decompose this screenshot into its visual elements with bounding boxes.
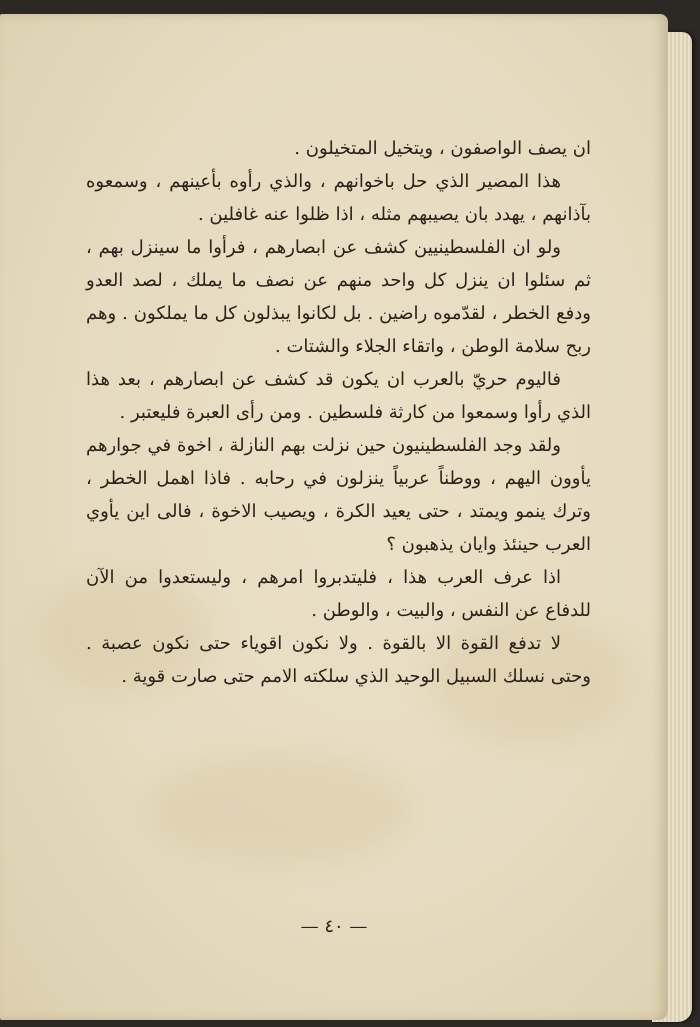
page-number: — ٤٠ — — [300, 916, 368, 937]
paragraph-4: فاليوم حريّ بالعرب ان يكون قد كشف عن ابصارهم ، بعد هذا الذي رأوا وسمعوا من كارثة فلسطين . ومن رأى العبرة فليعتبر . — [86, 369, 591, 423]
paragraph-2: هذا المصير الذي حل باخوانهم ، والذي رأوه بأعينهم ، وسمعوه بآذانهم ، يهدد بان يصيبهم مثله ، اذا ظلوا عنه غافلين . — [86, 171, 591, 225]
page-sheet — [0, 14, 668, 1020]
paragraph-1: ان يصف الواصفون ، ويتخيل المتخيلون . — [294, 138, 591, 159]
paragraph-7: لا تدفع القوة الا بالقوة . ولا نكون اقوياء حتى نكون عصبة . وحتى نسلك السبيل الوحيد الذي سلكته الامم حتى صارت قوية . — [86, 633, 591, 687]
body-text — [86, 132, 591, 693]
paper-stain — [150, 754, 410, 864]
paragraph-3: ولو ان الفلسطينيين كشف عن ابصارهم ، فرأوا ما سينزل بهم ، ثم سئلوا ان ينزل كل واحد منهم عن نصف ما يملك ، لصد العدو ودفع الخطر ، لقدّموه راضين . بل لكانوا يبذلون كل ما يملكون . وهم ربح سلامة الوطن ، واتقاء الجلاء والشتات . — [86, 237, 591, 357]
paragraph-6: اذا عرف العرب هذا ، فليتدبروا امرهم ، وليستعدوا من الآن للدفاع عن النفس ، والبيت ، والوطن . — [86, 567, 591, 621]
paragraph-5: ولقد وجد الفلسطينيون حين نزلت بهم النازلة ، اخوة في جوارهم يأوون اليهم ، ووطناً عربياً ينزلون في رحابه . فاذا اهمل الخطر ، وترك ينمو ويمتد ، حتى يعيد الكرة ، ويصيب الاخوة ، فالى اين يأوي العرب حينئذ وايان يذهبون ؟ — [86, 435, 591, 555]
